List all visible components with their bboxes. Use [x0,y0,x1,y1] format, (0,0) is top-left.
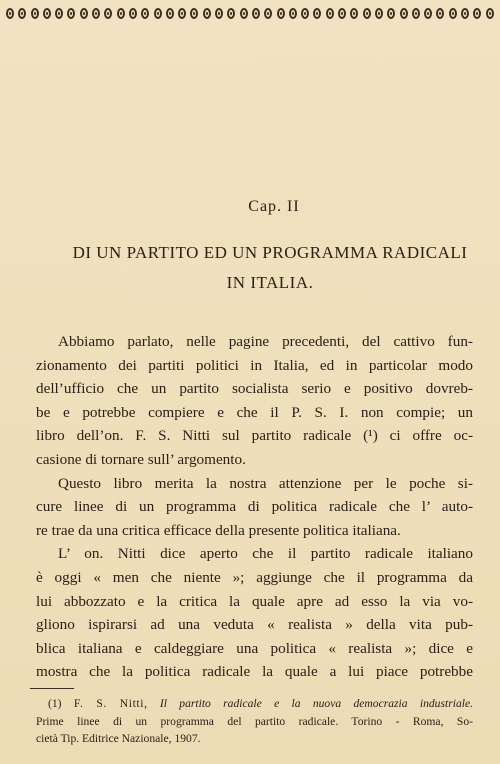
ornament-link [166,8,174,19]
chapter-title-line-2: IN ITALIA. [226,273,314,292]
footnote-author: F. S. Nitti, [73,697,148,710]
body-line: dell’ufficio che un partito socialista serio e positivo dovreb- [36,380,473,398]
footnote-line-1 [36,695,473,713]
ornament-link [190,8,198,19]
body-line: è oggi « men che niente »; aggiunge che il programma da [36,568,473,586]
body-line: cure linee di un programma di politica radicale che l’ auto- [36,498,473,516]
footnote-book-title: Il partito radicale e la nuova democrazia industriale. [159,697,474,710]
body-line: Abbiamo parlato, nelle pagine precedenti, del cattivo fun- [58,333,473,350]
ornament-link [55,8,63,19]
chapter-title [40,238,500,298]
ornament-link [277,8,285,19]
ornament-link [117,8,125,19]
ornament-link [461,8,469,19]
ornament-link [31,8,39,19]
ornament-link [326,8,334,19]
ornament-link [486,8,494,19]
ornament-link [227,8,235,19]
ornament-link [141,8,149,19]
ornament-link [387,8,395,19]
ornament-link [375,8,383,19]
body-line: re trae da una critica efficace della presente politica italiana. [36,521,401,539]
ornament-link [240,8,248,19]
ornament-link [18,8,26,19]
body-line: blica italiana e caldeggiare una politica « realista »; dice e [36,639,473,657]
body-line: L’ on. Nitti dice aperto che il partito radicale italiano [58,545,473,563]
body-line: mostra che la politica radicale la quale a lui piace potrebbe [36,663,473,681]
ornament-link [264,8,272,19]
ornament-link [104,8,112,19]
ornament-link [400,8,408,19]
body-text [36,330,473,684]
ornament-link [473,8,481,19]
ornament-link [301,8,309,19]
ornament-link [424,8,432,19]
ornament-link [252,8,260,19]
ornament-link [436,8,444,19]
body-line: casione di tornare sull’ argomento. [36,450,246,468]
footnote-line-3: cietà Tip. Editrice Nazionale, 1907. [36,732,201,746]
chapter-title-line-1: DI UN PARTITO ED UN PROGRAMMA RADICALI [72,243,468,262]
ornament-link [43,8,51,19]
ornament-link [338,8,346,19]
ornament-link [6,8,14,19]
ornament-link [363,8,371,19]
ornament-link [215,8,223,19]
decorative-border [6,5,494,21]
ornament-link [80,8,88,19]
ornament-link [92,8,100,19]
ornament-link [350,8,358,19]
ornament-link [178,8,186,19]
footnote-marker: (1) [48,697,62,710]
ornament-link [203,8,211,19]
body-line: libro dell’on. F. S. Nitti sul partito radicale (¹) ci offre oc- [36,427,473,445]
body-line: Questo libro merita la nostra attenzione per le poche si- [58,474,473,492]
body-line: gliono ispirarsi ad una veduta « realista » della vita pub- [36,616,473,634]
body-line: zionamento dei partiti politici in Italia, ed in particolar modo [36,356,473,374]
ornament-link [289,8,297,19]
body-line: lui abbozzato e la critica la quale apre ad esso la via vo- [36,592,473,610]
body-line: be e potrebbe compiere e che il P. S. I. non compie; un [36,403,473,421]
chapter-label: Cap. II [248,198,300,215]
ornament-link [129,8,137,19]
footnote [36,695,473,748]
ornament-link [449,8,457,19]
ornament-link [313,8,321,19]
ornament-link [412,8,420,19]
ornament-link [67,8,75,19]
footnote-divider [30,688,74,689]
footnote-line-2: Prime linee di un programma del partito radicale. Torino - Roma, So- [36,714,473,728]
ornament-link [154,8,162,19]
